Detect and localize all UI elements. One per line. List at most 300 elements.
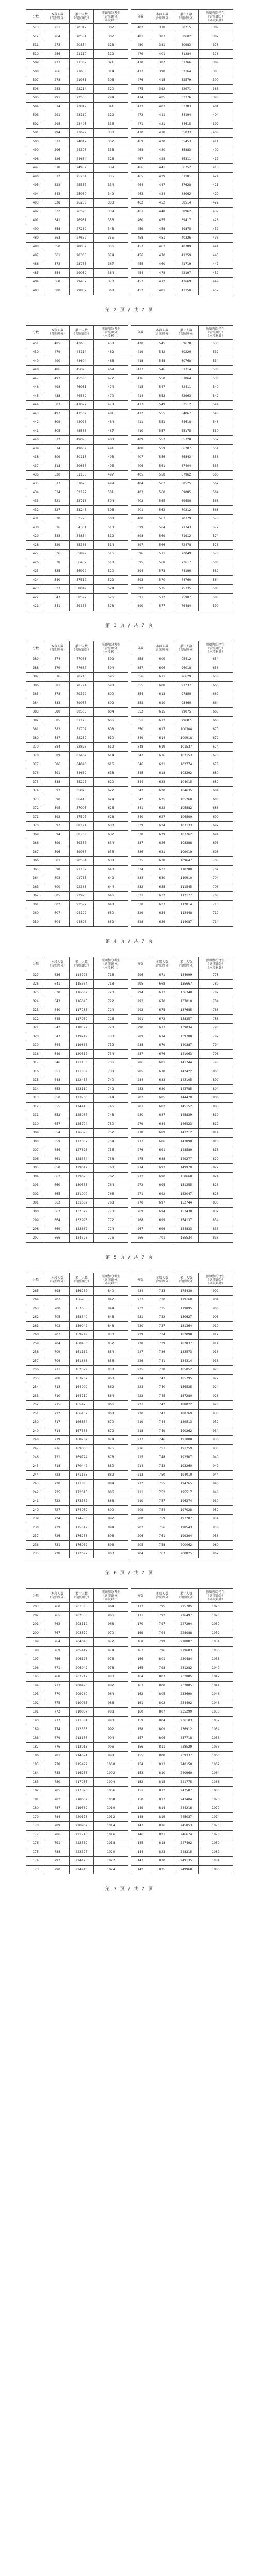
table-cell: 730 <box>150 1296 174 1304</box>
table-cell: 742 <box>150 1401 174 1410</box>
table-cell: 639 <box>150 918 174 927</box>
table-cell: 1042 <box>198 1673 233 1682</box>
table-cell: 806 <box>150 1734 174 1743</box>
table-cell: 1064 <box>198 1769 233 1778</box>
table-cell: 421 <box>26 602 45 611</box>
table-cell: 576 <box>45 673 70 682</box>
table-cell: 66843 <box>174 453 198 462</box>
table-row <box>131 699 233 708</box>
header-line: 累计人数 <box>75 960 88 964</box>
table-row <box>131 541 233 550</box>
table-cell: 778 <box>45 1760 70 1769</box>
table-row <box>26 1006 128 1015</box>
table-cell: 754 <box>93 1138 128 1146</box>
table-row <box>131 1392 233 1401</box>
table-cell: 173 <box>26 1866 45 1874</box>
table-cell: 717 <box>45 1418 70 1427</box>
table-cell: 690 <box>150 1173 174 1181</box>
table-cell: 321 <box>93 59 128 67</box>
table-cell: 426 <box>26 558 45 567</box>
table-cell: 164 <box>131 1673 150 1682</box>
table-cell: 401 <box>150 50 174 59</box>
table-cell: 634 <box>93 839 128 848</box>
table-row <box>131 497 233 506</box>
table-row <box>26 1032 128 1041</box>
table-row <box>26 1690 128 1699</box>
table-row <box>26 24 128 32</box>
table-cell: 239 <box>26 1515 45 1523</box>
table-row <box>131 664 233 673</box>
table-cell: 179160 <box>174 1296 198 1304</box>
table-cell: 23110 <box>69 111 93 120</box>
bonus-column-header <box>93 10 128 24</box>
table-cell: 213913 <box>69 1743 93 1752</box>
table-cell: 270 <box>131 1199 150 1208</box>
table-cell: 884 <box>93 1480 128 1488</box>
table-cell: 404 <box>131 480 150 488</box>
table-row <box>131 1418 233 1427</box>
table-row <box>26 1366 128 1375</box>
table-cell: 47072 <box>69 401 93 410</box>
table-cell: 164000 <box>69 1383 93 1392</box>
table-cell: 408 <box>131 445 150 453</box>
table-cell: 711 <box>45 1366 70 1375</box>
table-row <box>26 85 128 94</box>
table-row <box>26 682 128 690</box>
table-cell: 125067 <box>69 1111 93 1120</box>
table-cell: 206178 <box>69 1655 93 1664</box>
table-cell: 257 <box>26 1357 45 1366</box>
table-row <box>131 173 233 181</box>
table-row <box>26 1410 128 1418</box>
header-line: 累计人数 <box>75 329 88 332</box>
table-cell: 68525 <box>174 480 198 488</box>
table-cell: 156 <box>131 1743 150 1752</box>
table-cell: 70779 <box>174 515 198 523</box>
table-cell: 530 <box>45 515 70 523</box>
table-cell: 759 <box>150 1515 174 1523</box>
table-cell: 180 <box>26 1804 45 1813</box>
table-cell: 506 <box>26 85 45 94</box>
table-cell: 407 <box>150 103 174 111</box>
score-table-right <box>131 957 233 1243</box>
table-cell: 305 <box>26 1164 45 1173</box>
table-cell: 497 <box>45 410 70 418</box>
table-cell: 341 <box>131 804 150 813</box>
table-cell: 595 <box>45 804 70 813</box>
table-row <box>26 1111 128 1120</box>
table-cell: 665 <box>45 1190 70 1199</box>
table-cell: 196 <box>26 1664 45 1673</box>
table-cell: 773 <box>45 1682 70 1690</box>
table-cell: 145 <box>131 1839 150 1848</box>
table-row <box>131 1647 233 1655</box>
table-cell: 560 <box>198 471 233 480</box>
table-cell: 123760 <box>69 1094 93 1103</box>
table-cell: 604 <box>93 708 128 717</box>
table-cell: 762 <box>45 1620 70 1629</box>
table-cell: 478 <box>150 269 174 278</box>
table-cell: 565 <box>150 497 174 506</box>
table-cell: 115364 <box>69 980 93 989</box>
table-cell: 536 <box>198 366 233 375</box>
header-line: （含照顾分） <box>101 1594 120 1598</box>
table-cell: 118572 <box>69 1024 93 1032</box>
table-cell: 100918 <box>174 734 198 743</box>
table-cell: 658 <box>198 673 233 682</box>
table-row <box>131 357 233 366</box>
table-row <box>131 848 233 857</box>
table-cell: 357 <box>131 664 150 673</box>
table-cell: 503 <box>45 401 70 410</box>
table-cell: 167 <box>131 1647 150 1655</box>
score-column-header <box>26 1589 45 1603</box>
table-cell: 218602 <box>69 1795 93 1804</box>
table-cell: 187 <box>26 1743 45 1752</box>
table-cell: 490 <box>45 357 70 366</box>
table-cell: 43635 <box>69 340 93 348</box>
table-cell: 236103 <box>174 1717 198 1725</box>
table-cell: 718 <box>45 1462 70 1471</box>
header-line: （含照顾分） <box>153 332 172 336</box>
table-cell: 702 <box>45 1322 70 1331</box>
table-cell: 644 <box>45 1041 70 1050</box>
table-row <box>131 795 233 804</box>
table-cell: 548 <box>198 418 233 427</box>
table-cell: 238 <box>26 1523 45 1532</box>
table-cell: 739 <box>150 1340 174 1348</box>
table-cell: 746 <box>150 1436 174 1445</box>
table-cell: 1012 <box>93 1813 128 1822</box>
table-cell: 172 <box>131 1603 150 1612</box>
table-cell: 638 <box>93 857 128 866</box>
table-cell: 803 <box>150 1673 174 1682</box>
table-cell: 748 <box>150 1453 174 1462</box>
table-cell: 648 <box>93 901 128 909</box>
table-cell: 486 <box>26 260 45 269</box>
table-cell: 814 <box>198 1129 233 1138</box>
table-cell: 434 <box>150 190 174 199</box>
table-cell: 731 <box>45 1541 70 1550</box>
table-cell: 232085 <box>174 1673 198 1682</box>
table-cell: 149970 <box>174 1164 198 1173</box>
table-cell: 95412 <box>174 655 198 664</box>
table-cell: 175512 <box>69 1523 93 1532</box>
table-cell: 325 <box>26 989 45 997</box>
table-cell: 890 <box>93 1506 128 1515</box>
table-cell: 247492 <box>174 1839 198 1848</box>
table-cell: 992 <box>93 1725 128 1734</box>
table-cell: 685 <box>150 1094 174 1103</box>
table-cell: 874 <box>93 1436 128 1445</box>
table-cell: 430 <box>150 146 174 155</box>
table-row <box>131 1357 233 1366</box>
table-row <box>26 1138 128 1146</box>
table-cell: 82289 <box>69 734 93 743</box>
table-row <box>131 1471 233 1480</box>
table-cell: 224910 <box>69 1866 93 1874</box>
table-cell: 150 <box>131 1795 150 1804</box>
table-cell: 682 <box>150 1103 174 1111</box>
table-cell: 455 <box>150 216 174 225</box>
table-row <box>131 1488 233 1497</box>
table-cell: 448 <box>150 208 174 216</box>
table-row <box>131 1313 233 1322</box>
table-cell: 253 <box>26 1392 45 1401</box>
table-cell: 216255 <box>69 1769 93 1778</box>
header-line: 分数 <box>137 330 144 334</box>
table-cell: 228088 <box>174 1629 198 1638</box>
table-cell: 266 <box>131 1234 150 1243</box>
table-cell: 166 <box>131 1655 150 1664</box>
cumulative-column-header <box>69 957 93 971</box>
table-row <box>131 375 233 383</box>
table-cell: 45583 <box>69 375 93 383</box>
table-row <box>131 1743 233 1752</box>
table-cell: 940 <box>198 1453 233 1462</box>
table-row <box>26 453 128 462</box>
table-row <box>26 760 128 769</box>
table-cell: 384 <box>26 699 45 708</box>
table-row <box>26 155 128 164</box>
header-line: 照顾加分考生 <box>206 11 225 15</box>
table-row <box>26 585 128 594</box>
table-cell: 503 <box>26 111 45 120</box>
table-row <box>26 1480 128 1488</box>
table-cell: 32164 <box>174 67 198 76</box>
table-cell: 606 <box>150 664 174 673</box>
table-row <box>131 1769 233 1778</box>
table-row <box>131 1655 233 1664</box>
table-cell: 545 <box>150 340 174 348</box>
table-row <box>26 1094 128 1103</box>
table-cell: 265 <box>26 1287 45 1296</box>
table-cell: 463 <box>131 190 150 199</box>
score-column-header <box>131 957 150 971</box>
table-cell: 598 <box>93 682 128 690</box>
table-cell: 846 <box>93 1313 128 1322</box>
table-row <box>26 778 128 787</box>
table-cell: 59678 <box>174 340 198 348</box>
table-row <box>131 1383 233 1392</box>
table-cell: 696 <box>198 839 233 848</box>
table-cell: 126378 <box>69 1129 93 1138</box>
table-cell: 194010 <box>174 1471 198 1480</box>
table-row <box>131 1532 233 1541</box>
count-column-header <box>45 10 70 24</box>
table-cell: 238529 <box>174 1743 198 1752</box>
table-cell: 21387 <box>69 59 93 67</box>
table-cell: 433 <box>26 497 45 506</box>
table-cell: 103392 <box>174 769 198 778</box>
table-cell: 104635 <box>174 787 198 795</box>
table-cell: 345 <box>131 769 150 778</box>
table-cell: 139034 <box>174 1024 198 1032</box>
table-cell: 1008 <box>93 1795 128 1804</box>
table-row <box>131 251 233 260</box>
table-cell: 146523 <box>174 1120 198 1129</box>
table-cell: 750 <box>93 1120 128 1129</box>
table-cell: 119863 <box>69 1041 93 1050</box>
table-cell: 206 <box>131 1532 150 1541</box>
table-cell: 510 <box>93 523 128 532</box>
table-row <box>26 480 128 488</box>
table-cell: 202 <box>26 1612 45 1620</box>
table-cell: 322 <box>93 50 128 59</box>
table-cell: 243404 <box>174 1795 198 1804</box>
table-cell: 389 <box>26 655 45 664</box>
table-cell: 572 <box>150 594 174 602</box>
table-cell: 767 <box>45 1629 70 1638</box>
table-cell: 656 <box>45 1146 70 1155</box>
table-cell: 777 <box>45 1717 70 1725</box>
table-cell: 296 <box>45 146 70 155</box>
table-cell: 42197 <box>174 269 198 278</box>
table-row <box>131 1103 233 1111</box>
table-cell: 372 <box>26 804 45 813</box>
table-cell: 242 <box>26 1488 45 1497</box>
table-cell: 481 <box>131 32 150 41</box>
table-cell: 188769 <box>174 1410 198 1418</box>
header-line: （含照顾分） <box>176 964 196 968</box>
table-row <box>26 146 128 155</box>
table-cell: 419 <box>131 348 150 357</box>
table-cell: 90584 <box>69 857 93 866</box>
table-cell: 764 <box>93 1181 128 1190</box>
header-line: （含照顾分） <box>72 1596 91 1599</box>
table-cell: 160 <box>131 1708 150 1717</box>
header-line: （本段累计） <box>101 1281 120 1285</box>
table-row <box>26 1638 128 1647</box>
table-cell: 53245 <box>69 506 93 515</box>
table-cell: 550 <box>198 427 233 436</box>
table-row <box>131 181 233 190</box>
table-cell: 1020 <box>93 1848 128 1857</box>
table-cell: 667 <box>45 1208 70 1216</box>
header-line: 本段人数 <box>156 13 169 16</box>
table-cell: 411 <box>150 111 174 120</box>
table-cell: 550 <box>150 375 174 383</box>
table-cell: 331 <box>131 892 150 901</box>
table-cell: 703 <box>45 1296 70 1304</box>
cumulative-column-header <box>174 641 198 655</box>
table-cell: 197 <box>26 1655 45 1664</box>
table-row <box>26 1603 128 1612</box>
table-cell: 141063 <box>174 1050 198 1059</box>
table-cell: 966 <box>93 1612 128 1620</box>
table-cell: 38962 <box>174 208 198 216</box>
table-cell: 22505 <box>69 94 93 103</box>
table-row <box>131 480 233 488</box>
table-cell: 205412 <box>69 1647 93 1655</box>
table-cell: 720 <box>93 989 128 997</box>
table-cell: 129675 <box>69 1173 93 1181</box>
table-cell: 479 <box>131 50 150 59</box>
table-cell: 411 <box>131 418 150 427</box>
table-cell: 811 <box>150 1743 174 1752</box>
table-cell: 876 <box>93 1445 128 1453</box>
table-row <box>26 1822 128 1831</box>
table-cell: 228887 <box>174 1638 198 1647</box>
table-row <box>131 857 233 866</box>
table-cell: 36752 <box>174 164 198 173</box>
table-cell: 191759 <box>174 1445 198 1453</box>
table-cell: 838 <box>198 1234 233 1243</box>
table-row <box>131 41 233 50</box>
table-cell: 125724 <box>69 1120 93 1129</box>
table-cell: 768 <box>93 1199 128 1208</box>
table-cell: 166137 <box>69 1410 93 1418</box>
table-cell: 143 <box>131 1857 150 1866</box>
table-row <box>131 804 233 813</box>
table-cell: 323 <box>26 1006 45 1015</box>
table-cell: 582 <box>45 725 70 734</box>
table-cell: 469 <box>131 138 150 146</box>
table-cell: 378 <box>198 41 233 50</box>
table-cell: 245 <box>26 1462 45 1471</box>
table-row <box>26 1673 128 1682</box>
table-cell: 44114 <box>69 348 93 357</box>
table-cell: 638 <box>45 989 70 997</box>
table-row <box>131 216 233 225</box>
table-cell: 436 <box>198 234 233 243</box>
table-cell: 222539 <box>69 1839 93 1848</box>
table-cell: 680 <box>198 769 233 778</box>
table-cell: 593 <box>45 787 70 795</box>
table-cell: 274 <box>131 1164 150 1173</box>
count-column-header <box>150 641 174 655</box>
table-cell: 864 <box>93 1392 128 1401</box>
table-cell: 612 <box>93 743 128 752</box>
table-cell: 271 <box>131 1190 150 1199</box>
table-cell: 608 <box>93 725 128 734</box>
table-cell: 658 <box>45 1164 70 1173</box>
table-cell: 608 <box>150 682 174 690</box>
table-cell: 22819 <box>69 103 93 111</box>
table-row <box>131 146 233 155</box>
table-cell: 718 <box>93 980 128 989</box>
table-cell: 444 <box>26 401 45 410</box>
header-line: （本段累计） <box>206 650 225 654</box>
table-row <box>131 1778 233 1787</box>
table-cell: 69085 <box>174 488 198 497</box>
table-row <box>131 1024 233 1032</box>
table-cell: 724 <box>45 1515 70 1523</box>
table-cell: 139708 <box>174 1032 198 1041</box>
table-cell: 97850 <box>174 690 198 699</box>
table-cell: 476 <box>131 76 150 85</box>
table-row <box>131 1620 233 1629</box>
table-cell: 688 <box>198 804 233 813</box>
table-row <box>26 1225 128 1234</box>
table-cell: 317 <box>26 1059 45 1067</box>
table-cell: 678 <box>198 760 233 769</box>
table-cell: 428 <box>150 155 174 164</box>
table-cell: 430 <box>26 523 45 532</box>
table-cell: 63512 <box>174 401 198 410</box>
table-row <box>131 190 233 199</box>
table-cell: 447 <box>26 375 45 383</box>
table-cell: 816 <box>198 1138 233 1146</box>
table-cell: 815 <box>150 1778 174 1787</box>
table-row <box>131 1164 233 1173</box>
table-row <box>26 1041 128 1050</box>
table-cell: 506 <box>93 506 128 515</box>
score-page <box>26 325 233 641</box>
table-row <box>131 1804 233 1813</box>
table-row <box>26 1506 128 1515</box>
table-cell: 555 <box>150 410 174 418</box>
